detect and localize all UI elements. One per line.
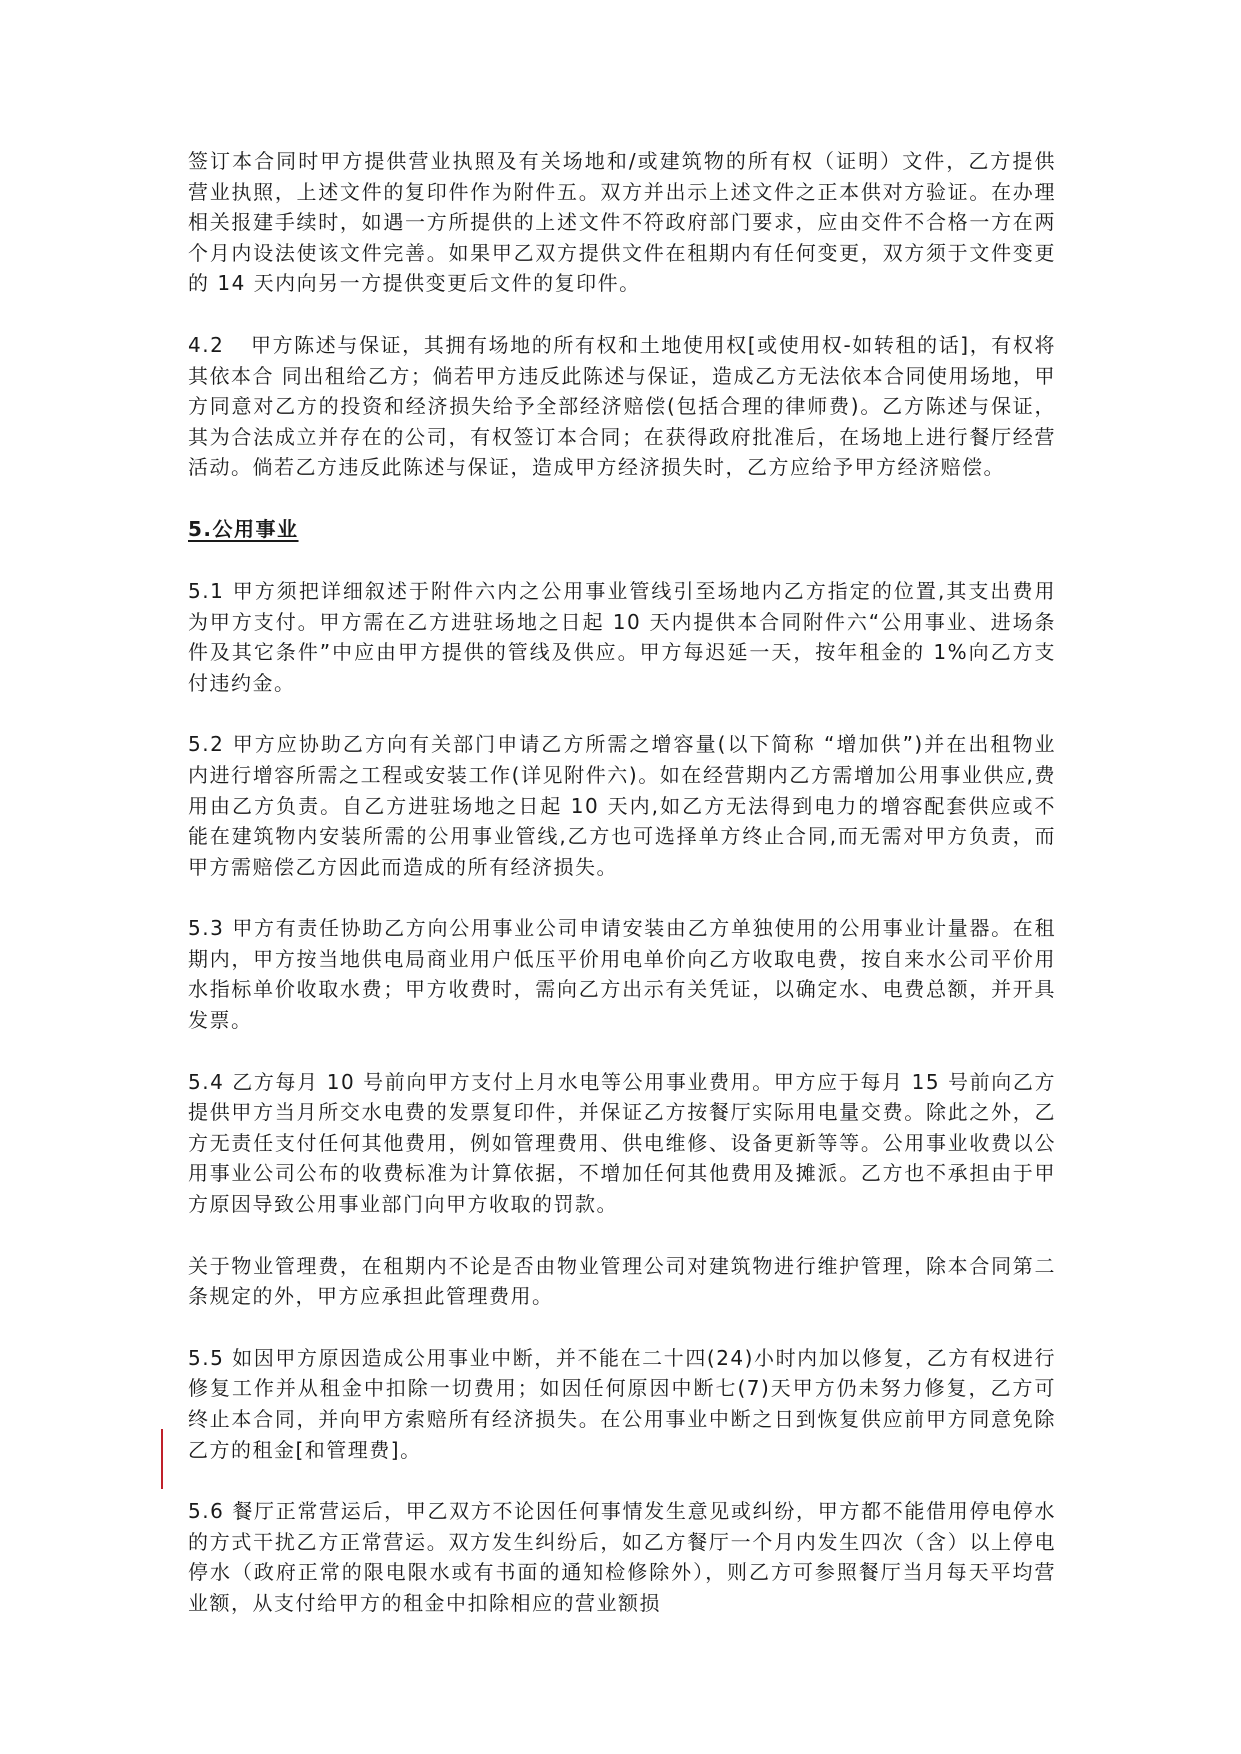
document-page [188,146,1056,1650]
paragraph-management-fee: 关于物业管理费，在租期内不论是否由物业管理公司对建筑物进行维护管理，除本合同第二条规定的外，甲方应承担此管理费用。 [188,1253,1056,1309]
section-heading-5: 5.公用事业 [188,516,299,541]
paragraph-documents-provision: 签订本合同时甲方提供营业执照及有关场地和/或建筑物的所有权（证明）文件，乙方提供营业执照，上述文件的复印件作为附件五。双方并出示上述文件之正本供对方验证。在办理相关报建手续时，如遇一方所提供的上述文件不符政府部门要求，应由交件不合格一方在两个月内设法使该文件完善。如果甲乙双方提供文件在租期内有任何变更，双方须于文件变更的 14 天内向另一方提供变更后文件的复印件。 [188,149,1056,296]
paragraph-5-6: 5.6 餐厅正常营运后，甲乙双方不论因任何事情发生意见或纠纷，甲方都不能借用停电停水的方式干扰乙方正常营运。双方发生纠纷后，如乙方餐厅一个月内发生四次（含）以上停电停水（政府正常的限电限水或有书面的通知检修除外），则乙方可参照餐厅当月每天平均营业额，从支付给甲方的租金中扣除相应的营业额损 [188,1499,1056,1615]
paragraph-5-2: 5.2 甲方应协助乙方向有关部门申请乙方所需之增容量(以下简称 “增加供”)并在出租物业内进行增容所需之工程或安装工作(详见附件六)。如在经营期内乙方需增加公用事业供应,费用由乙方负责。自乙方进驻场地之日起 10 天内,如乙方无法得到电力的增容配套供应或不能在建筑物内安装所需的公用事业管线,乙方也可选择单方终止合同,而无需对甲方负责，而甲方需赔偿乙方因此而造成的所有经济损失。 [188,732,1056,879]
paragraph-5-1: 5.1 甲方须把详细叙述于附件六内之公用事业管线引至场地内乙方指定的位置,其支出费用为甲方支付。甲方需在乙方进驻场地之日起 10 天内提供本合同附件六“公用事业、进场条件及其它条件”中应由甲方提供的管线及供应。甲方每迟延一天，按年租金的 1%向乙方支付违约金。 [188,578,1056,695]
paragraph-5-4: 5.4 乙方每月 10 号前向甲方支付上月水电等公用事业费用。甲方应于每月 15 号前向乙方提供甲方当月所交水电费的发票复印件，并保证乙方按餐厅实际用电量交费。除此之外，乙方无责任支付任何其他费用，例如管理费用、供电维修、设备更新等等。公用事业收费以公用事业公司公布的收费标准为计算依据，不增加任何其他费用及摊派。乙方也不承担由于甲方原因导致公用事业部门向甲方收取的罚款。 [188,1069,1056,1217]
revision-margin-bar [161,1429,163,1489]
paragraph-5-5: 5.5 如因甲方原因造成公用事业中断，并不能在二十四(24)小时内加以修复，乙方有权进行修复工作并从租金中扣除一切费用；如因任何原因中断七(7)天甲方仍未努力修复，乙方可终止本合同，并向甲方索赔所有经济损失。在公用事业中断之日到恢复供应前甲方同意免除乙方的租金[和管理费]。 [188,1345,1056,1462]
paragraph-5-3: 5.3 甲方有责任协助乙方向公用事业公司申请安装由乙方单独使用的公用事业计量器。在租期内，甲方按当地供电局商业用户低压平价用电单价向乙方收取电费，按自来水公司平价用水指标单价收取水费；甲方收费时，需向乙方出示有关凭证，以确定水、电费总额，并开具发票。 [188,916,1056,1033]
paragraph-4-2: 4.2 甲方陈述与保证，其拥有场地的所有权和土地使用权[或使用权-如转租的话]，有权将其依本合 同出租给乙方；倘若甲方违反此陈述与保证，造成乙方无法依本合同使用场地，甲方同意对乙方的投资和经济损失给予全部经济赔偿(包括合理的律师费)。乙方陈述与保证，其为合法成立并存在的公司，有权签订本合同；在获得政府批准后，在场地上进行餐厅经营活动。倘若乙方违反此陈述与保证，造成甲方经济损失时，乙方应给予甲方经济赔偿。 [188,332,1057,480]
